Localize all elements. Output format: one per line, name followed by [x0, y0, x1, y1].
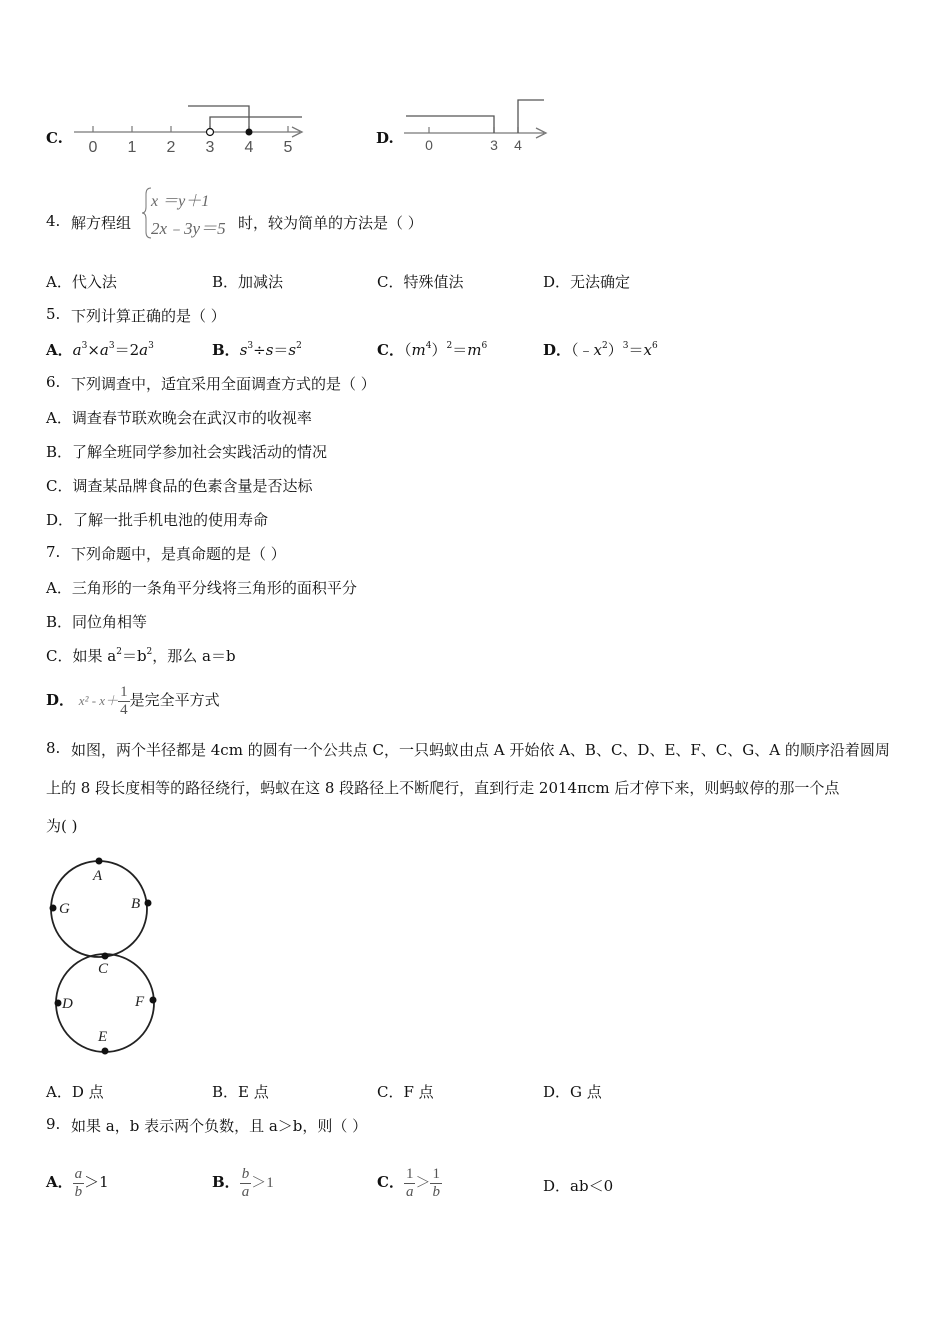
q4-equation-1: x ＝y＋1	[151, 193, 210, 210]
q7-number: 7.	[46, 543, 61, 561]
math-part: ＝	[273, 341, 289, 359]
two-circles-figure	[44, 850, 169, 1065]
denominator: a	[405, 1183, 414, 1200]
fraction	[240, 1166, 252, 1201]
label-e: E	[98, 1029, 108, 1045]
q7-option-d[interactable]	[46, 680, 220, 721]
tick-label: 4	[514, 137, 522, 153]
q8-option-c[interactable]: C．F 点	[377, 1083, 434, 1101]
q4-option-d[interactable]: D．无法确定	[543, 273, 631, 291]
math-part: ＝	[452, 341, 468, 359]
q9-stem: 如果 a，b 表示两个负数，且 a＞b，则（ ）	[71, 1117, 368, 1135]
option-label: D．	[543, 341, 572, 359]
option-label: B．	[212, 1173, 240, 1191]
q6-option-b[interactable]: B．了解全班同学参加社会实践活动的情况	[46, 443, 328, 461]
q9-option-a[interactable]	[46, 1152, 109, 1212]
q7-option-a[interactable]: A．三角形的一条角平分线将三角形的面积平分	[46, 579, 357, 597]
q9-option-d[interactable]: D．ab＜0	[543, 1177, 614, 1195]
math-part: s	[239, 341, 248, 359]
q4-number: 4.	[46, 212, 61, 230]
q3-option-d-label: D.	[376, 129, 394, 147]
q4-stem-post: 时，较为简单的方法是（ ）	[238, 214, 423, 232]
text-part: ＞1	[84, 1173, 109, 1191]
expression: x² - x＋	[78, 693, 119, 708]
tick-label: 0	[425, 137, 433, 153]
math-part: a	[99, 341, 109, 359]
q8-stem-line-3: 为( )	[46, 817, 78, 835]
label-c: C	[98, 961, 109, 977]
tick-label: 1	[127, 139, 137, 156]
label-d: D	[62, 996, 73, 1012]
q8-stem-line-2: 上的 8 段长度相等的路径绕行，蚂蚁在这 8 段路径上不断爬行，直到行走 2014πcm 后才停下来，则蚂蚁停的那一个点	[46, 779, 840, 797]
option-label: A．	[46, 1173, 73, 1191]
math-part: x	[643, 341, 652, 359]
q4-stem-pre: 解方程组	[71, 214, 132, 232]
option-label: C．	[377, 1173, 404, 1191]
q3-option-d-number-line	[398, 94, 558, 156]
math-part: ÷	[253, 341, 266, 359]
q7-option-c[interactable]	[46, 645, 236, 666]
numerator: 1	[120, 683, 128, 700]
q8-option-a[interactable]: A．D 点	[46, 1083, 104, 1101]
q6-stem: 下列调查中，适宜采用全面调查方式的是（ ）	[71, 375, 376, 393]
denominator: b	[74, 1183, 83, 1200]
numerator: 1	[405, 1165, 414, 1182]
text-part: C．如果 a	[46, 647, 117, 665]
math-part: 4	[425, 341, 432, 351]
q5-option-c[interactable]	[377, 339, 487, 360]
q9-number: 9.	[46, 1115, 61, 1133]
text-part: 是完全平方式	[129, 691, 220, 709]
option-label: D．	[46, 691, 75, 709]
fraction	[118, 684, 130, 719]
q7-stem: 下列命题中，是真命题的是（ ）	[71, 545, 286, 563]
label-a: A	[93, 868, 103, 884]
tick-label: 4	[244, 139, 254, 156]
q6-option-a[interactable]: A．调查春节联欢晚会在武汉市的收视率	[46, 409, 312, 427]
math-part: ＝	[628, 341, 644, 359]
numerator: 1	[432, 1165, 440, 1182]
math-part: m	[411, 341, 426, 359]
q5-number: 5.	[46, 305, 61, 323]
point-d	[55, 1000, 62, 1007]
denominator: a	[241, 1183, 250, 1200]
math-part: 2	[296, 341, 302, 351]
math-part: 3	[148, 341, 154, 351]
text-part: 2	[116, 647, 122, 657]
q5-option-d[interactable]	[543, 339, 658, 360]
math-part: a	[72, 341, 82, 359]
math-part: 6	[481, 341, 488, 351]
math-part: ＝2	[114, 341, 140, 359]
q6-number: 6.	[46, 373, 61, 391]
q8-number: 8.	[46, 739, 61, 757]
q3-option-c-label: C.	[46, 129, 63, 147]
operator: ＞	[415, 1173, 431, 1191]
q9-option-b[interactable]	[212, 1152, 274, 1213]
math-part: 6	[651, 341, 658, 351]
fraction	[430, 1166, 442, 1201]
point-g	[50, 905, 57, 912]
math-part: 3	[247, 341, 254, 351]
math-part: 3	[622, 341, 629, 351]
point-c	[102, 953, 109, 960]
option-label: B．	[212, 341, 240, 359]
math-part: 2	[446, 341, 453, 351]
tick-label: 3	[490, 137, 498, 153]
tick-label: 0	[88, 139, 98, 156]
q5-stem: 下列计算正确的是（ ）	[71, 307, 226, 325]
math-part: s	[265, 341, 274, 359]
math-part: ）	[431, 341, 447, 359]
math-part: ×	[87, 341, 100, 359]
q9-option-c[interactable]	[377, 1152, 442, 1212]
point-e	[102, 1048, 109, 1055]
denominator: b	[432, 1183, 440, 1200]
q8-stem-line-1: 如图，两个半径都是 4cm 的圆有一个公共点 C，一只蚂蚁由点 A 开始依 A、B、C、D、E、F、C、G、A 的顺序沿着圆周	[71, 741, 890, 759]
math-part: x	[593, 341, 602, 359]
tick-label: 3	[205, 139, 215, 156]
q6-option-c[interactable]: C．调查某品牌食品的色素含量是否达标	[46, 477, 313, 495]
point-b	[145, 900, 152, 907]
option-label: C．	[377, 341, 404, 359]
math-part: s	[288, 341, 297, 359]
math-part: （﹣	[571, 341, 594, 359]
math-part: m	[467, 341, 482, 359]
q4-option-c[interactable]: C．特殊值法	[377, 273, 464, 291]
math-part: （	[403, 341, 412, 359]
q6-option-d[interactable]: D．了解一批手机电池的使用寿命	[46, 511, 269, 529]
label-g: G	[59, 901, 70, 917]
q4-option-b[interactable]: B．加减法	[212, 273, 284, 291]
q3-option-c-number-line	[70, 100, 320, 160]
text-part: ＞1	[251, 1175, 274, 1191]
q5-option-a[interactable]	[46, 339, 154, 360]
numerator: b	[241, 1165, 250, 1182]
text-part: ，那么 a＝b	[152, 647, 236, 665]
math-part: 3	[81, 341, 88, 351]
q7-option-b[interactable]: B．同位角相等	[46, 613, 148, 631]
fraction	[73, 1166, 85, 1201]
text-part: 2	[146, 647, 153, 657]
q4-equation-2: 2x﹣3y＝5	[151, 219, 226, 238]
q8-option-b[interactable]: B．E 点	[212, 1083, 269, 1101]
tick-label: 5	[283, 139, 293, 156]
tick-label: 2	[166, 139, 176, 156]
fraction	[404, 1166, 416, 1201]
math-part: 2	[602, 341, 608, 351]
math-part: 3	[108, 341, 115, 351]
math-part: ）	[607, 341, 623, 359]
numerator: a	[74, 1165, 83, 1182]
denominator: 4	[120, 701, 128, 718]
option-label: A．	[46, 341, 73, 359]
label-b: B	[131, 896, 141, 912]
math-part: a	[139, 341, 149, 359]
q4-option-a[interactable]: A．代入法	[46, 273, 117, 291]
point-f	[150, 997, 157, 1004]
text-part: ＝b	[121, 647, 147, 665]
q8-option-d[interactable]: D．G 点	[543, 1083, 602, 1101]
label-f: F	[135, 994, 145, 1010]
q5-option-b[interactable]	[212, 339, 302, 360]
point-a	[96, 858, 103, 865]
